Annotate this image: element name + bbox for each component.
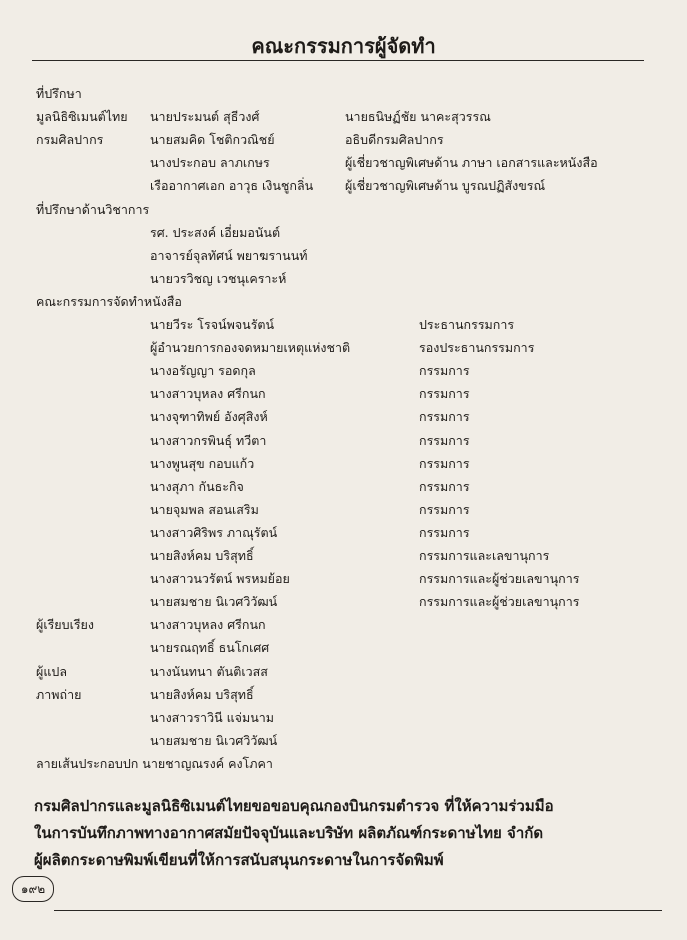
acknowledgement-line: กรมศิลปากรและมูลนิธิซิเมนต์ไทยขอขอบคุณกองบินกรมตำรวจ ที่ให้ความร่วมมือ xyxy=(34,797,554,815)
section-label: ภาพถ่าย xyxy=(36,686,82,702)
person-name: ผู้อำนวยการกองจดหมายเหตุแห่งชาติ xyxy=(150,340,351,356)
person-name: นางสาวบุหลง ศรีกนก xyxy=(150,386,266,402)
person-name: นายสมชาย นิเวศวิวัฒน์ xyxy=(150,594,278,610)
page-title: คณะกรรมการผู้จัดทำ xyxy=(251,34,436,58)
person-name: นายสิงห์คม บริสุทธิ์ xyxy=(150,686,254,702)
list-item xyxy=(0,431,687,454)
person-name: นายรณฤทธิ์ ธนโกเศศ xyxy=(150,640,270,656)
list-item xyxy=(0,615,687,638)
list-item xyxy=(0,454,687,477)
role-text: กรรมการ xyxy=(419,432,470,448)
list-item xyxy=(0,638,687,661)
list-item xyxy=(0,200,687,223)
list-item xyxy=(0,500,687,523)
person-name: นายวีระ โรจน์พจนรัตน์ xyxy=(150,317,275,332)
list-item xyxy=(0,384,687,407)
person-name: นางจุฑาทิพย์ อังศุสิงห์ xyxy=(150,409,268,425)
person-name: นายสิงห์คม บริสุทธิ์ xyxy=(150,548,254,563)
list-item xyxy=(0,223,687,246)
list-item xyxy=(0,246,687,269)
section-label: มูลนิธิซิเมนต์ไทย xyxy=(36,109,128,125)
list-item xyxy=(0,153,687,176)
person-name: อาจารย์จุลทัศน์ พยาฆรานนท์ xyxy=(150,247,308,263)
person-name: นายสมคิด โชติกวณิชย์ xyxy=(150,132,275,148)
list-item xyxy=(0,685,687,708)
person-name: นางสุภา กันธะกิจ xyxy=(150,478,244,494)
title-rule xyxy=(32,60,644,61)
role-text: กรรมการ xyxy=(419,478,470,494)
person-name: นางสาวนวรัตน์ พรหมย้อย xyxy=(150,571,290,587)
list-item xyxy=(0,84,687,107)
acknowledgement-line: ผู้ผลิตกระดาษพิมพ์เขียนที่ให้การสนับสนุนกระดาษในการจัดพิมพ์ xyxy=(34,851,444,869)
list-item xyxy=(0,107,687,130)
section-label: คณะกรรมการจัดทำหนังสือ xyxy=(36,293,182,309)
list-item xyxy=(0,407,687,430)
role-text: นายธนิษฏ์ชัย นาคะสุวรรณ xyxy=(345,109,491,125)
person-name: นางสาวศิริพร ภาณุรัตน์ xyxy=(150,524,278,540)
role-text: กรรมการ xyxy=(419,409,470,425)
section-label: ที่ปรึกษาด้านวิชาการ xyxy=(36,201,150,217)
list-item xyxy=(0,662,687,685)
person-name: นายสมชาย นิเวศวิวัฒน์ xyxy=(150,732,278,748)
list-item xyxy=(0,361,687,384)
list-item xyxy=(0,731,687,754)
role-text: กรรมการ xyxy=(419,524,470,540)
person-name: นางอรัญญา รอดกุล xyxy=(150,363,256,379)
role-text: ประธานกรรมการ xyxy=(419,317,515,332)
list-item xyxy=(0,477,687,500)
role-text: รองประธานกรรมการ xyxy=(419,340,535,356)
list-item xyxy=(0,523,687,546)
person-name: นางประกอบ ลาภเกษร xyxy=(150,155,270,171)
person-name: รศ. ประสงค์ เอี่ยมอนันต์ xyxy=(150,224,281,240)
person-name: นางพูนสุข กอบแก้ว xyxy=(150,455,255,471)
list-item xyxy=(0,754,687,777)
section-label: ลายเส้นประกอบปก นายชาญณรงค์ คงโภคา xyxy=(36,755,273,771)
role-text: อธิบดีกรมศิลปากร xyxy=(345,132,444,148)
role-text: ผู้เชี่ยวชาญพิเศษด้าน ภาษา เอกสารและหนังสือ xyxy=(345,155,598,171)
list-item xyxy=(0,592,687,615)
person-name: นางนันทนา ตันติเวสส xyxy=(150,663,268,679)
role-text: กรรมการและเลขานุการ xyxy=(419,548,550,563)
list-item xyxy=(0,292,687,315)
section-label: ที่ปรึกษา xyxy=(36,86,82,101)
role-text: กรรมการ xyxy=(419,501,470,517)
person-name: นางสาวบุหลง ศรีกนก xyxy=(150,617,266,633)
list-item xyxy=(0,176,687,199)
person-name: นายจุมพล สอนเสริม xyxy=(150,501,259,517)
person-name: นายวรวิชญ เวชนุเคราะห์ xyxy=(150,270,287,286)
acknowledgement-line: ในการบันทึกภาพทางอากาศสมัยปัจจุบันและบริษัท ผลิตภัณฑ์กระดาษไทย จำกัด xyxy=(34,824,544,842)
role-text: กรรมการ xyxy=(419,363,470,379)
person-name: นางสาวกรพินธุ์ ทวีตา xyxy=(150,432,267,448)
section-label: กรมศิลปากร xyxy=(36,132,104,148)
list-item xyxy=(0,569,687,592)
person-name: นางสาวราวินี แจ่มนาม xyxy=(150,709,275,725)
role-text: กรรมการและผู้ช่วยเลขานุการ xyxy=(419,571,580,587)
list-item xyxy=(0,130,687,153)
role-text: กรรมการ xyxy=(419,386,470,402)
acknowledgement xyxy=(34,793,674,874)
list-item xyxy=(0,269,687,292)
person-name: นายประมนต์ สุธีวงศ์ xyxy=(150,109,260,125)
section-label: ผู้เรียบเรียง xyxy=(36,617,94,633)
role-text: กรรมการและผู้ช่วยเลขานุการ xyxy=(419,594,580,610)
footer-rule xyxy=(54,910,662,911)
list-item xyxy=(0,546,687,569)
page-number: ๑๙๒ xyxy=(12,876,54,902)
role-text: กรรมการ xyxy=(419,455,470,471)
list-item xyxy=(0,338,687,361)
role-text: ผู้เชี่ยวชาญพิเศษด้าน บูรณปฏิสังขรณ์ xyxy=(345,178,546,194)
section-label: ผู้แปล xyxy=(36,663,67,679)
list-item xyxy=(0,315,687,338)
list-item xyxy=(0,708,687,731)
person-name: เรืออากาศเอก อาวุธ เงินชูกลิ่น xyxy=(150,178,314,194)
